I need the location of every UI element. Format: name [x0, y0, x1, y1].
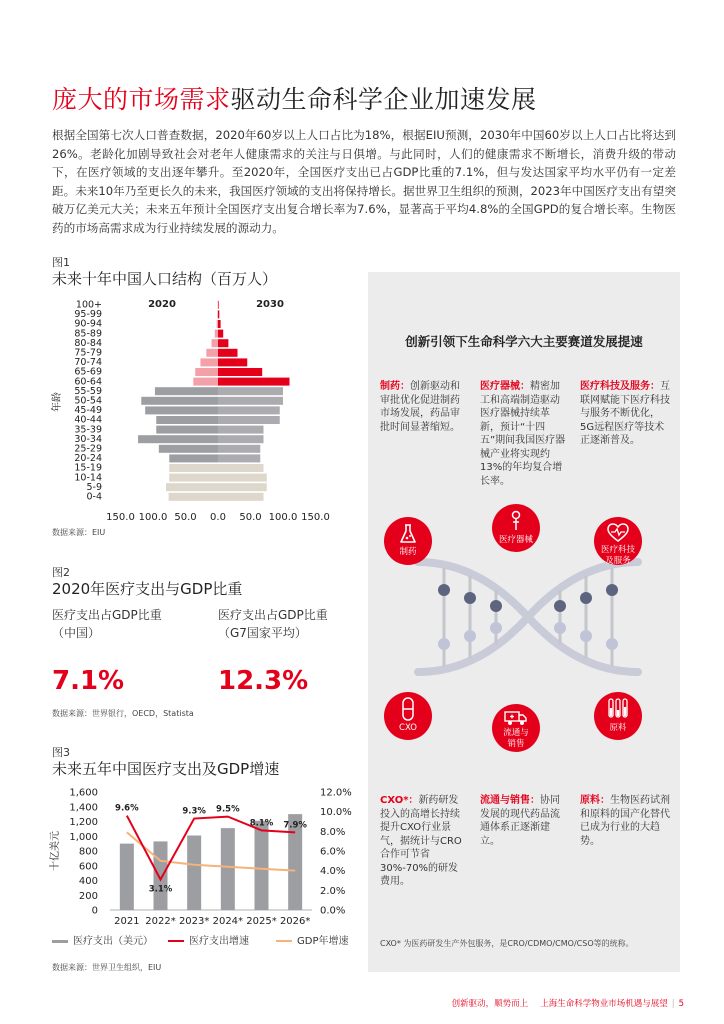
pyramid-age-label: 15-19: [74, 462, 102, 474]
pyramid-bar-2020: [200, 358, 218, 366]
g7-ratio-value: 12.3%: [218, 666, 309, 696]
track-materials: [580, 794, 670, 848]
pyramid-bar-2020: [141, 397, 218, 405]
fig1-source: 数据来源：EIU: [52, 528, 106, 537]
combo-y2-tick: 12.0%: [320, 787, 352, 799]
pyramid-bar-2030: [218, 301, 219, 309]
pyramid-bar-2030: [218, 368, 262, 376]
title-accent: 庞大的市场需求: [52, 85, 231, 114]
intro-paragraph: 根据全国第七次人口普查数据，2020年60岁以上人口占比为18%，根据EIU预测，2030年中国60岁以上人口占比将达到26%。老龄化加剧导致社会对老年人健康需求的关注与日俱增。与此同时，人们的健康需求不断增长，消费升级的带动下，在医疗领域的支出逐年攀升。至2020年，全国医疗支出已占GDP比重的7.1%，但与发达国家平均水平仍有一定差距。未来10年乃至更长久的未来，我国医疗领域的支出将保持增长。据世界卫生组织的预测，2023年中国医疗支出有望突破万亿美元大关；未来五年预计全国医疗支出复合增长率为7.6%，显著高于平均4.8%的全国GPD的复合增长率。生物医药的市场高需求成为行业持续发展的源动力。: [52, 128, 676, 235]
legend-spending: [52, 932, 153, 947]
combo-y2-tick: 2.0%: [320, 885, 346, 897]
pyramid-age-label: 0-4: [86, 491, 102, 503]
pyramid-age-label: 35-39: [74, 424, 102, 436]
pyramid-bar-2030: [218, 406, 280, 414]
page-title: [52, 80, 537, 116]
page-footer: [452, 997, 684, 1009]
panel-title: 创新引领下生命科学六大主要赛道发展提速: [405, 334, 643, 349]
combo-bar: [154, 841, 168, 910]
pyramid-bar-2030: [218, 330, 223, 338]
pyramid-bar-2020: [193, 378, 218, 386]
fig2-label: 图2: [52, 566, 70, 579]
pyramid-bar-2020: [145, 406, 218, 414]
combo-x-tick: 2022*: [145, 916, 176, 927]
heart-monitor-icon: [606, 523, 630, 543]
combo-y-tick: 200: [78, 890, 98, 902]
combo-bar: [120, 844, 134, 910]
pyramid-age-label: 10-14: [74, 472, 102, 484]
pyramid-bar-2020: [156, 426, 218, 434]
combo-y-tick: 0: [91, 905, 98, 917]
pyramid-age-label: 75-79: [74, 347, 102, 359]
title-rest: 驱动生命科学企业加速发展: [230, 85, 537, 114]
g7-ratio-label-line1: 医疗支出占GDP比重: [218, 608, 328, 622]
footer-separator: |: [671, 999, 675, 1009]
combo-y-tick: 1,400: [69, 802, 98, 814]
combo-y-tick: 1,200: [69, 817, 98, 828]
pyramid-2030-header: 2030: [256, 299, 284, 310]
combo-bar: [221, 828, 235, 910]
track-pharma: [380, 380, 466, 434]
combo-y-tick: 1,000: [69, 831, 98, 843]
pyramid-age-label: 80-84: [74, 337, 102, 349]
pyramid-bar-2030: [218, 474, 267, 482]
pyramid-age-label: 25-29: [74, 443, 102, 455]
legend-swatch-orange: [276, 940, 292, 942]
devices-icon-badge: [492, 504, 540, 552]
pyramid-bar-2030: [218, 445, 260, 453]
g7-ratio-label-line2: （G7国家平均）: [218, 626, 307, 640]
track-distribution: [480, 794, 566, 848]
pyramid-x-tick: 100.0: [138, 512, 168, 523]
track-devices-text: 精密加工和高端制造驱动医疗器械持续革新，预计“十四五”期间我国医疗器械产业将实现约13%的年均复合增长率。: [480, 381, 566, 487]
pyramid-age-label: 45-49: [74, 405, 102, 417]
growth-data-label: 9.5%: [216, 804, 240, 815]
pharma-icon-badge: [384, 517, 432, 565]
track-cxo-text: 新药研发投入的高增长持续提升CXO行业景气，据统计与CRO合作可节省30%-70%的研发费用。: [380, 795, 462, 887]
devices-icon-label: 医疗器械: [498, 535, 533, 545]
pyramid-age-label: 65-69: [74, 366, 102, 378]
pyramid-bar-2030: [218, 358, 247, 366]
pyramid-bar-2020: [155, 387, 218, 395]
legend-growth: [168, 932, 249, 947]
combo-y-tick: 400: [78, 876, 98, 887]
pyramid-age-label: 100+: [75, 299, 102, 311]
pyramid-bar-2030: [218, 397, 283, 405]
legend-spending-label: 医疗支出（美元）: [73, 936, 153, 947]
track-medtech-head: 医疗科技及服务：: [580, 381, 660, 392]
china-ratio-value: 7.1%: [52, 666, 125, 696]
combo-x-tick: 2023*: [178, 916, 210, 927]
combo-y-tick: 1,600: [69, 787, 98, 799]
track-cxo-head: CXO*：: [380, 795, 419, 806]
pyramid-x-tick: 150.0: [301, 512, 330, 523]
pyramid-bar-2030: [218, 426, 264, 434]
track-materials-text: 生物医药试剂和原料的国产化替代已成为行业的大趋势。: [580, 795, 670, 847]
pyramid-bar-2030: [218, 339, 228, 347]
pharma-icon-label: 制药: [399, 547, 417, 557]
pyramid-bar-2030: [218, 320, 221, 328]
distribution-icon-label: 流通与 销售: [503, 728, 529, 749]
track-distribution-text: 协同发展的现代药品流通体系正逐渐建立。: [480, 795, 560, 847]
fig3-label: 图3: [52, 746, 70, 759]
track-materials-head: 原料：: [580, 795, 610, 806]
combo-y2-tick: 10.0%: [320, 807, 352, 819]
combo-y2-tick: 0.0%: [320, 905, 346, 917]
combo-x-tick: 2024*: [212, 916, 244, 927]
pyramid-age-label: 95-99: [74, 309, 102, 321]
pyramid-bar-2030: [218, 378, 290, 386]
pyramid-ylabel: 年龄: [52, 392, 63, 412]
pyramid-bar-2020: [138, 435, 218, 443]
six-tracks-panel: [368, 272, 680, 972]
fig1-label: 图1: [52, 256, 70, 269]
medtech-icon-label: 医疗科技 及服务: [600, 545, 635, 566]
fig1-title: 未来十年中国人口结构（百万人）: [52, 270, 278, 288]
legend-swatch-red: [168, 940, 184, 942]
capsule-icon: [401, 697, 415, 721]
growth-data-label: 8.1%: [249, 818, 274, 829]
pyramid-bar-2030: [218, 416, 280, 424]
china-ratio-label: [52, 606, 162, 642]
healthcare-spending-chart: [48, 780, 358, 930]
pyramid-bar-2020: [169, 493, 218, 501]
pyramid-x-tick: 100.0: [268, 512, 298, 523]
pyramid-age-label: 50-54: [74, 395, 102, 407]
fig3-title: 未来五年中国医疗支出及GDP增速: [52, 760, 280, 778]
combo-y-tick: 800: [78, 846, 98, 858]
track-medtech: [580, 380, 670, 448]
cxo-icon-badge: [384, 692, 432, 740]
footer-publication: 上海生命科学物业市场机遇与展望: [540, 999, 668, 1009]
pyramid-bar-2020: [217, 310, 218, 318]
pyramid-bar-2020: [217, 320, 218, 328]
pyramid-bar-2030: [218, 349, 238, 357]
pyramid-bar-2030: [218, 435, 264, 443]
growth-data-label: 7.9%: [283, 820, 307, 831]
track-pharma-text: 创新驱动和审批优化促进制药市场发展，药品审批时间显著缩短。: [380, 381, 460, 433]
pyramid-age-label: 30-34: [74, 433, 102, 445]
combo-y2-tick: 8.0%: [320, 826, 346, 838]
combo-x-tick: 2021: [114, 916, 140, 927]
pyramid-age-label: 60-64: [74, 376, 102, 388]
track-devices: [480, 380, 566, 488]
pyramid-bar-2030: [218, 483, 267, 491]
pyramid-bar-2020: [169, 464, 218, 472]
truck-icon: [504, 710, 528, 726]
pyramid-bar-2020: [206, 349, 218, 357]
fig3-source: 数据来源：世界卫生组织，EIU: [52, 963, 162, 972]
track-distribution-head: 流通与销售：: [480, 795, 540, 806]
combo-y2-tick: 6.0%: [320, 846, 346, 858]
combo-bar: [187, 836, 201, 910]
pyramid-bar-2030: [218, 387, 283, 395]
pyramid-bar-2020: [215, 330, 218, 338]
pyramid-age-label: 90-94: [74, 318, 102, 330]
pyramid-bar-2020: [169, 474, 218, 482]
pyramid-bar-2030: [218, 310, 219, 318]
pyramid-bar-2020: [156, 416, 218, 424]
pyramid-age-label: 5-9: [86, 481, 102, 493]
fig2-source: 数据来源：世界银行，OECD，Statista: [52, 709, 194, 718]
combo-bar: [255, 821, 269, 910]
pyramid-x-tick: 0.0: [210, 512, 226, 523]
legend-gdp-label: GDP年增速: [297, 936, 349, 947]
materials-icon-badge: [594, 692, 642, 740]
growth-data-label: 3.1%: [148, 884, 173, 895]
pyramid-2020-header: 2020: [148, 299, 176, 310]
population-pyramid-chart: [48, 292, 358, 524]
legend-gdp: [276, 932, 348, 947]
pyramid-bar-2030: [218, 464, 264, 472]
pyramid-bar-2030: [218, 454, 260, 462]
china-ratio-label-line1: 医疗支出占GDP比重: [52, 608, 162, 622]
china-ratio-label-line2: （中国）: [52, 626, 101, 640]
pyramid-age-label: 70-74: [74, 357, 102, 369]
pyramid-bar-2020: [169, 454, 218, 462]
distribution-icon-badge: [492, 704, 540, 752]
pyramid-age-label: 20-24: [74, 453, 102, 465]
g7-ratio-label: [218, 606, 328, 642]
pyramid-age-label: 40-44: [74, 414, 102, 426]
pyramid-x-tick: 50.0: [174, 512, 197, 523]
legend-growth-label: 医疗支出增速: [189, 936, 249, 947]
fig2-title: 2020年医疗支出与GDP比重: [52, 580, 243, 598]
fig3-legend: [52, 932, 352, 948]
materials-icon-label: 原料: [609, 723, 627, 733]
combo-x-tick: 2026*: [279, 916, 311, 927]
pyramid-bar-2020: [195, 368, 218, 376]
combo-x-tick: 2025*: [246, 916, 277, 927]
combo-y-tick: 600: [78, 861, 98, 873]
pyramid-x-tick: 50.0: [239, 512, 262, 523]
legend-swatch-grey: [52, 940, 68, 943]
growth-data-label: 9.3%: [182, 806, 206, 817]
test-tubes-icon: [607, 697, 629, 721]
combo-y2-tick: 4.0%: [320, 866, 346, 878]
track-devices-head: 医疗器械：: [480, 381, 530, 392]
cxo-footnote: CXO* 为医药研发生产外包服务，是CRO/CDMO/CMO/CSO等的统称。: [380, 939, 634, 948]
cxo-icon-label: CXO: [399, 723, 417, 733]
pyramid-age-label: 85-89: [74, 328, 102, 340]
scissors-icon: [507, 510, 525, 532]
flask-icon: [398, 523, 418, 545]
track-cxo: [380, 794, 468, 889]
track-medtech-text: 互联网赋能下医疗科技与服务不断优化，5G远程医疗等技术正逐渐普及。: [580, 381, 670, 446]
footer-slogan: 创新驱动，顺势而上: [451, 999, 529, 1009]
medtech-icon-badge: [594, 517, 642, 565]
track-pharma-head: 制药：: [380, 381, 410, 392]
pyramid-bar-2020: [212, 339, 219, 347]
pyramid-bar-2030: [218, 493, 264, 501]
pyramid-age-label: 55-59: [74, 385, 102, 397]
growth-data-label: 9.6%: [115, 803, 139, 814]
pyramid-bar-2020: [159, 445, 218, 453]
page-number: 5: [678, 999, 684, 1009]
pyramid-x-tick: 150.0: [106, 512, 135, 523]
pyramid-bar-2020: [166, 483, 218, 491]
combo-ylabel: 十亿美元: [50, 831, 61, 871]
